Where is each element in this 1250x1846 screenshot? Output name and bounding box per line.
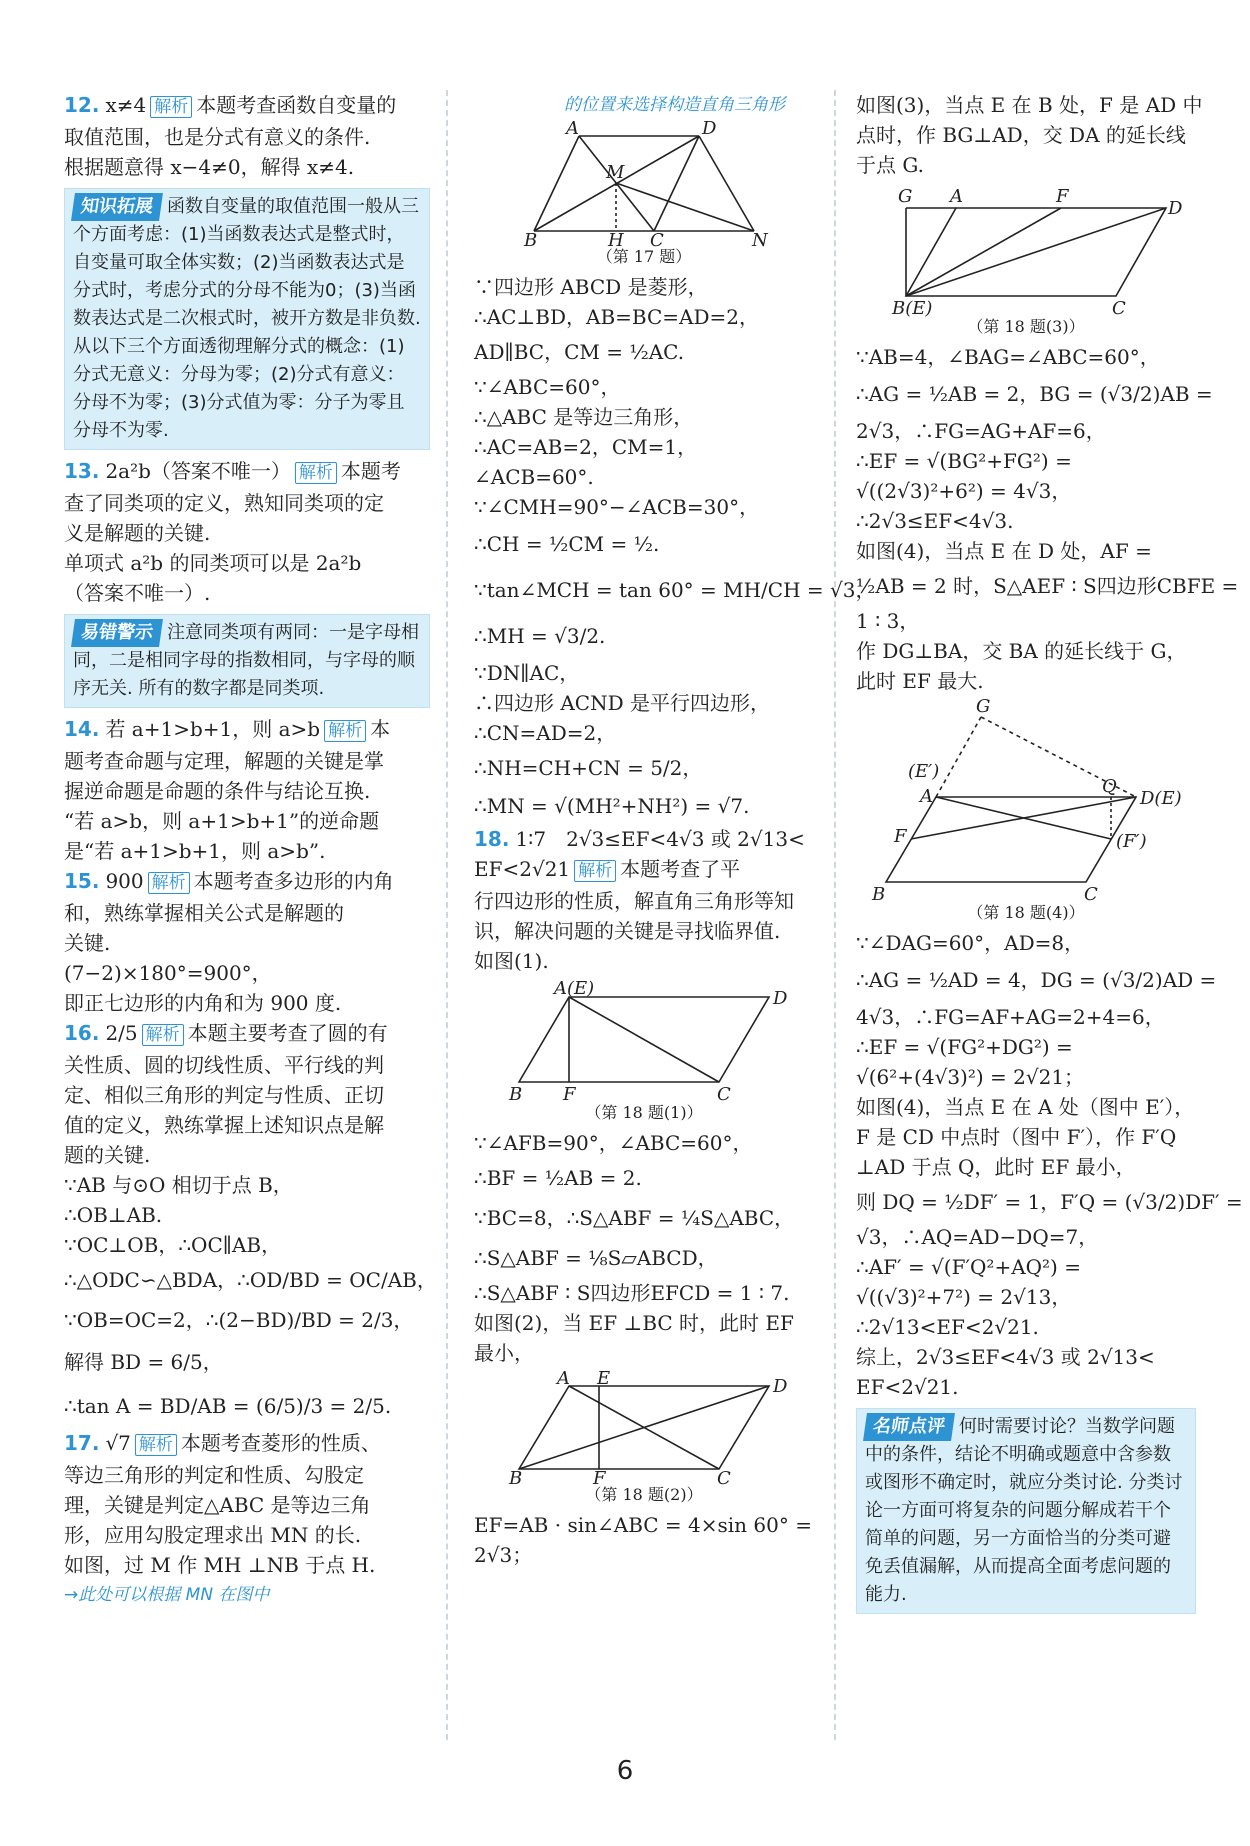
column-2 (474, 90, 876, 1570)
answer: x≠4 (105, 93, 147, 117)
box-title: 易错警示 (71, 619, 163, 647)
text-line: ∵∠CMH=90°−∠ACB=30°， (474, 495, 760, 519)
answer: 2/5 (105, 1021, 138, 1045)
text-line: （答案不唯一）. (64, 581, 211, 605)
text-line: 本题主要考查了圆的有 (187, 1021, 388, 1045)
text-line: ∴MH = √3/2. (474, 624, 606, 648)
analysis-tag: 解析 (295, 462, 337, 484)
text-line: 握逆命题是命题的条件与结论互换. (64, 779, 371, 803)
text-line: EF=AB · sin∠ABC = 4×sin 60° = (474, 1513, 812, 1537)
text-line: 即正七边形的内角和为 900 度. (64, 991, 342, 1015)
point-label: G (898, 186, 913, 207)
text-line: 如图(2)，当 EF ⊥BC 时，此时 EF (474, 1311, 794, 1335)
text-line: 如图(4)，当点 E 在 A 处（图中 E′）， (856, 1095, 1195, 1119)
text-line: ½AB = 2 时，S△AEF ∶ S四边形CBFE = (856, 574, 1239, 598)
point-label: C (1084, 884, 1098, 905)
point-label: A (557, 1368, 570, 1389)
text-line: 则 DQ = ½DF′ = 1，F′Q = (√3/2)DF′ = (856, 1190, 1243, 1214)
question-number: 13. (64, 459, 100, 483)
point-label: A (566, 118, 579, 139)
figure-18-3 (876, 186, 1183, 319)
text-line: 等边三角形的判定和性质、勾股定 (64, 1463, 364, 1487)
text-line: ∴四边形 ACND 是平行四边形， (474, 691, 770, 715)
figure-18-4 (866, 696, 1186, 905)
text-line: ∴AF′ = √(F′Q²+AQ²) = (856, 1255, 1081, 1279)
text-line: 查了同类项的定义，熟知同类项的定 (64, 491, 384, 515)
question-number: 17. (64, 1431, 100, 1455)
text-line: ∵∠AFB=90°，∠ABC=60°， (474, 1131, 753, 1155)
text-line: 本题考查多边形的内角 (193, 869, 394, 893)
text-line: 4√3，∴FG=AF+AG=2+4=6， (856, 1005, 1165, 1029)
text-line: 形，应用勾股定理求出 MN 的长. (64, 1523, 362, 1547)
question-number: 15. (64, 869, 100, 893)
point-label: E (597, 1368, 611, 1389)
point-label: D(E) (1140, 788, 1182, 809)
text-line: ∴2√13<EF<2√21. (856, 1315, 1039, 1339)
analysis-tag: 解析 (150, 96, 192, 118)
column-divider (446, 90, 448, 1740)
text-line: 义是解题的关键. (64, 521, 211, 545)
text-line: √3，∴AQ=AD−DQ=7， (856, 1225, 1099, 1249)
knowledge-box (64, 188, 430, 450)
box-text: 函数自变量的取值范围一般从三个方面考虑：(1)当函数表达式是整式时，自变量可取全体实数；(2)当函数表达式是分式时，考虑分式的分母不能为0；(3)当函数表达式是二次根式时，被开方数是非负数. 从以下三个方面透彻理解分式的概念：(1)分式无意义：分母为零；(2)分式有意义：分母不为零；(3)分式值为零：分子为零且分母不为零. (73, 196, 421, 441)
text-line: √((√3)²+7²) = 2√13， (856, 1285, 1072, 1309)
point-label: C (717, 1468, 731, 1489)
analysis-tag: 解析 (135, 1434, 177, 1456)
analysis-tag: 解析 (148, 872, 190, 894)
page-number: 6 (616, 1756, 634, 1786)
text-line: ∴EF = √(BG²+FG²) = (856, 449, 1072, 473)
analysis-tag: 解析 (574, 860, 616, 882)
text-line: 本 (370, 717, 391, 741)
text-line: ∴2√3≤EF<4√3. (856, 509, 1014, 533)
text-line: ∵AB 与⊙O 相切于点 B， (64, 1173, 293, 1197)
point-label: F (894, 826, 907, 847)
point-label: (E′) (908, 761, 940, 782)
point-label: B (509, 1468, 523, 1489)
point-label: C (717, 1084, 731, 1105)
text-line: 2√3，∴FG=AG+AF=6， (856, 419, 1106, 443)
text-line: ∵OC⊥OB，∴OC∥AB， (64, 1233, 282, 1257)
point-label: B(E) (892, 298, 933, 319)
box-text: 注意同类项有两同：一是字母相同，二是相同字母的指数相同，与字母的顺序无关. 所有的数字都是同类项. (73, 622, 419, 699)
text-line: 单项式 a²b 的同类项可以是 2a²b (64, 551, 362, 575)
text-line: ∴OB⊥AB. (64, 1203, 163, 1227)
box-title: 名师点评 (863, 1413, 955, 1441)
text-line: 是“若 a+1>b+1，则 a>b”. (64, 839, 326, 863)
point-label: B (872, 884, 886, 905)
point-label: G (976, 696, 991, 717)
figure-caption: （第 17 题） (596, 247, 692, 266)
text-line: ∴BF = ½AB = 2. (474, 1166, 642, 1190)
point-label: C (1112, 298, 1126, 319)
figure-17 (524, 118, 768, 251)
text-line: 识，解决问题的关键是寻找临界值. (474, 919, 781, 943)
text-line: √(6²+(4√3)²) = 2√21； (856, 1065, 1085, 1089)
figure-18-1 (499, 978, 789, 1105)
handwritten-note: 的位置来选择构造直角三角形 (564, 95, 785, 115)
text-line: ∴S△ABF ∶ S四边形EFCD = 1 ∶ 7. (474, 1281, 790, 1305)
answer: 900 (105, 869, 144, 893)
point-label: F (1056, 186, 1069, 207)
text-line: ∴NH=CH+CN = 5/2， (474, 756, 703, 780)
point-label: A (950, 186, 963, 207)
column-1 (64, 90, 437, 1610)
text-line: 1 ∶ 3， (856, 609, 920, 633)
point-label: B (524, 230, 538, 251)
text-line: “若 a>b，则 a+1>b+1”的逆命题 (64, 809, 380, 833)
text-line: 行四边形的性质，解直角三角形等知 (474, 889, 794, 913)
text-line: ∵BC=8，∴S△ABF = ¼S△ABC， (474, 1206, 795, 1230)
column-3 (856, 90, 1243, 1620)
text-line: ∴△ABC 是等边三角形， (474, 405, 694, 429)
text-line: 本题考查函数自变量的 (196, 93, 397, 117)
text-line: 最小， (474, 1341, 534, 1365)
figure-caption: （第 18 题(4)） (967, 903, 1085, 922)
text-line: ∴S△ABF = ⅛S▱ABCD， (474, 1246, 718, 1270)
answer: 2a²b（答案不唯一） (105, 459, 291, 483)
text-line: 如图(1). (474, 949, 549, 973)
question-number: 18. (474, 827, 510, 851)
text-line: ∴MN = √(MH²+NH²) = √7. (474, 794, 750, 818)
text-line: ∵AB=4，∠BAG=∠ABC=60°， (856, 345, 1160, 369)
question-number: 14. (64, 717, 100, 741)
point-label: (F′) (1116, 831, 1147, 852)
point-label: D (773, 988, 788, 1009)
box-title: 知识拓展 (71, 193, 163, 221)
text-line: ∴tan A = BD/AB = (6/5)/3 = 2/5. (64, 1394, 392, 1418)
text-line: F 是 CD 中点时（图中 F′），作 F′Q (856, 1125, 1177, 1149)
text-line: ∵四边形 ABCD 是菱形， (474, 275, 708, 299)
text-line: ∵DN∥AC， (474, 661, 580, 685)
text-line: 综上，2√3≤EF<4√3 或 2√13< (856, 1345, 1155, 1369)
text-line: ∴AG = ½AB = 2，BG = (√3/2)AB = (856, 382, 1213, 406)
text-line: ⊥AD 于点 Q，此时 EF 最小， (856, 1155, 1136, 1179)
point-label: F (563, 1084, 576, 1105)
text-line: EF<2√21 (474, 857, 571, 881)
point-label: A(E) (554, 978, 595, 999)
text-line: ∴CH = ½CM = ½. (474, 532, 660, 556)
answer: 1∶7 2√3≤EF<4√3 或 2√13< (515, 827, 805, 851)
text-line: 2√3； (474, 1543, 533, 1567)
figure-caption: （第 18 题(2)） (585, 1485, 703, 1504)
text-line: ∵∠DAG=60°，AD=8， (856, 931, 1085, 955)
text-line: ∠ACB=60°. (474, 465, 594, 489)
teacher-comment-box (856, 1408, 1196, 1614)
point-label: A (920, 786, 933, 807)
figure-caption: （第 18 题(1)） (585, 1103, 703, 1122)
point-label: C (650, 230, 664, 251)
text-line: 本题考 (340, 459, 401, 483)
point-label: F (593, 1468, 606, 1489)
text-line: 根据题意得 x−4≠0，解得 x≠4. (64, 155, 355, 179)
text-line: ∵tan∠MCH = tan 60° = MH/CH = √3， (474, 578, 876, 602)
point-label: N (752, 230, 768, 251)
text-line: 此时 EF 最大. (856, 669, 984, 693)
text-line: 本题考查了平 (620, 857, 741, 881)
text-line: 如图(4)，当点 E 在 D 处，AF = (856, 539, 1152, 563)
point-label: M (606, 162, 625, 183)
analysis-tag: 解析 (142, 1024, 184, 1046)
text-line: 取值范围，也是分式有意义的条件. (64, 125, 371, 149)
text-line: ∴AC⊥BD，AB=BC=AD=2， (474, 305, 759, 329)
figure-caption: （第 18 题(3)） (967, 317, 1085, 336)
text-line: 题的关键. (64, 1143, 151, 1167)
text-line: 于点 G. (856, 153, 924, 177)
text-line: (7−2)×180°=900°， (64, 961, 272, 985)
analysis-tag: 解析 (324, 720, 366, 742)
text-line: √((2√3)²+6²) = 4√3， (856, 479, 1072, 503)
point-label: H (608, 230, 624, 251)
text-line: ∴AC=AB=2，CM=1， (474, 435, 698, 459)
point-label: D (773, 1376, 788, 1397)
text-line: 解得 BD = 6/5， (64, 1350, 223, 1374)
text-line: EF<2√21. (856, 1375, 959, 1399)
text-line: ∴CN=AD=2， (474, 721, 617, 745)
text-line: 关性质、圆的切线性质、平行线的判 (64, 1053, 384, 1077)
text-line: AD∥BC，CM = ½AC. (474, 340, 685, 364)
point-label: Q (1102, 776, 1117, 797)
text-line: 关键. (64, 931, 111, 955)
text-line: 本题考查菱形的性质、 (180, 1431, 381, 1455)
text-line: 题考查命题与定理，解题的关键是掌 (64, 749, 384, 773)
text-line: ∵OB=OC=2，∴(2−BD)/BD = 2/3， (64, 1308, 414, 1332)
question-number: 12. (64, 93, 100, 117)
text-line: ∴EF = √(FG²+DG²) = (856, 1035, 1073, 1059)
box-text: 何时需要讨论？当数学问题中的条件，结论不明确或题意中含参数或图形不确定时，就应分类讨论. 分类讨论一方面可将复杂的问题分解成若干个简单的问题，另一方面恰当的分类可避免丢值漏解，从而提高全面考虑问题的能力. (865, 1416, 1183, 1605)
column-divider (834, 90, 836, 1740)
warning-box (64, 614, 430, 708)
text-line: 作 DG⊥BA，交 BA 的延长线于 G， (856, 639, 1187, 663)
answer: 若 a+1>b+1，则 a>b (105, 717, 321, 741)
text-line: ∴AG = ½AD = 4，DG = (√3/2)AD = (856, 968, 1217, 992)
point-label: D (1168, 198, 1183, 219)
text-line: 如图，过 M 作 MH ⊥NB 于点 H. (64, 1553, 376, 1577)
point-label: B (509, 1084, 523, 1105)
text-line: ∵∠ABC=60°， (474, 375, 621, 399)
text-line: 和，熟练掌握相关公式是解题的 (64, 901, 344, 925)
text-line: 理，关键是判定△ABC 是等边三角 (64, 1493, 371, 1517)
question-number: 16. (64, 1021, 100, 1045)
text-line: 定、相似三角形的判定与性质、正切 (64, 1083, 384, 1107)
answer: √7 (105, 1431, 131, 1455)
text-line: 值的定义，熟练掌握上述知识点是解 (64, 1113, 384, 1137)
handwritten-note: →此处可以根据 MN 在图中 (64, 1585, 270, 1605)
point-label: D (702, 118, 717, 139)
text-line: 如图(3)，当点 E 在 B 处，F 是 AD 中 (856, 93, 1203, 117)
text-line: 点时，作 BG⊥AD，交 DA 的延长线 (856, 123, 1186, 147)
text-line: ∴△ODC∽△BDA，∴OD/BD = OC/AB， (64, 1268, 437, 1292)
figure-18-2 (499, 1368, 789, 1489)
